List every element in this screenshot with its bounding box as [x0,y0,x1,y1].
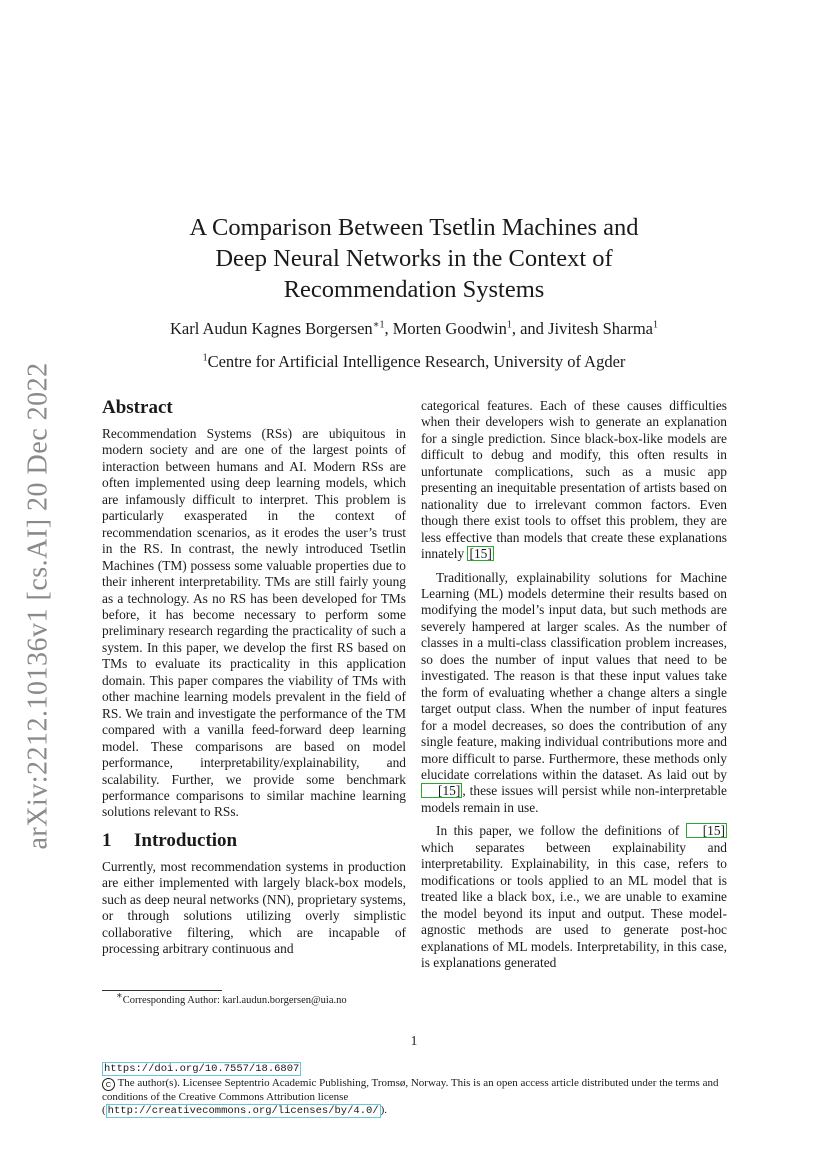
footnote [102,990,412,1007]
body-paragraph [421,398,727,563]
citation-link[interactable]: [15] [469,546,492,562]
license-text: The author(s). Licensee Septentrio Academic Publishing, Tromsø, Norway. This is an open access article distributed under the terms and conditions of the Creative Commons Attribution license [102,1076,719,1103]
paper-title [140,212,688,305]
author-name: Morten Goodwin [392,319,507,338]
abstract-text: Recommendation Systems (RSs) are ubiquitous in modern society and are one of the largest points of interaction between humans and AI. Modern RSs are often implemented using deep learning models, which are infamously difficult to interpret. This problem is particularly exasperated in the context of recommendation scenarios, as it erodes the user’s trust in the RS. In contrast, the newly introduced Tsetlin Machines (TM) possess some valuable properties due to their inherent interpretability. TMs are still fairly young as a technology. As no RS has been developed for TMs before, it has become necessary to perform some preliminary research regarding the practicality of such a system. In this paper, we develop the first RS based on TMs to evaluate its practicality in this application domain. This paper compares the viability of TMs with other machine learning models prevalent in the field of RS. We train and investigate the performance of the TM compared with a vanilla feed-forward deep learning model. These comparisons are based on model performance, interpretability/explainability, and scalability. Further, we provide some benchmark performance comparisons to similar machine learning solutions relevant to RSs. [102,426,406,820]
paragraph-text: which separates between explainability and interpretability. Explainability, in this case, refers to modifications or tools applied to an ML model that is treated like a black box, i.e., we are unable to examine the model beyond its input and output. These model-agnostic methods are used to generate post-hoc explanations of ML models. Interpretability, in this case, is explanations generated [421,839,727,970]
author-mark: ∗1 [372,319,385,331]
intro-paragraph: Currently, most recommendation systems in production are either implemented with largely black-box models, such as deep neural networks (NN), proprietary systems, or through solutions utilizing overly simplistic collaborative filtering, which are incapable of processing arbitrary continuous and [102,858,406,957]
citation-link[interactable]: [15] [421,783,462,798]
section-number: 1 [102,829,112,851]
author-name: Karl Audun Kagnes Borgersen [169,319,373,338]
affiliation-mark: 1 [202,352,208,364]
title-line: Recommendation Systems [283,276,545,303]
footnote-text: Corresponding Author: karl.audun.borgersen@uia.no [122,995,347,1006]
copyright-icon: C [102,1078,115,1091]
paragraph-text: Traditionally, explainability solutions for Machine Learning (ML) models determine their results based on modifying the model’s input data, but such methods are severely hampered at larger scales. As the number of classes in a multi-class classification problem increases, so does the number of input values that need to be investigated. The reason is that these input values take the form of evaluating whether a change alters a single target output class. When the number of input features for a model decreases, so does the contribution of any single feature, making individual contributions more and more difficult to parse. Furthermore, these methods only elucidate correlations within the dataset. As laid out by [421,569,727,782]
paragraph-text: , these issues will persist while non-interpretable models remain in use. [421,783,727,815]
page-number: 1 [410,1033,418,1048]
license-link[interactable]: http://creativecommons.org/licenses/by/4.0/ [107,1105,379,1117]
author-mark: 1 [506,319,512,331]
author-separator: , [384,319,393,338]
body-paragraph [421,570,727,817]
paragraph-text: categorical features. Each of these causes difficulties when their developers wish to generate an explanation for a single prediction. Since black-box-like models are difficult to debug and modify, this often results in unfortunate complications, such as a music app presenting an inequitable presentation of artists based on nationality due to irrelevant common factors. Even though there exist tools to offset this problem, they are less effective than models that create these explanations innately [421,398,727,562]
close-paren: ). [380,1104,388,1116]
author-separator: , and [511,319,549,338]
arxiv-sidebar [18,362,58,850]
license-footer [102,1062,742,1119]
abstract-heading: Abstract [102,397,173,418]
title-line: Deep Neural Networks in the Context of [215,245,613,272]
title-line: A Comparison Between Tsetlin Machines and [189,214,639,241]
author-list [100,318,728,340]
introduction-heading [102,829,406,853]
left-column [102,396,406,958]
right-column [421,398,727,971]
affiliation [100,351,728,373]
author-mark: 1 [653,319,659,331]
body-paragraph [421,823,727,971]
section-title: Introduction [134,829,238,851]
author-name: Jivitesh Sharma [548,319,654,338]
doi-link[interactable]: https://doi.org/10.7557/18.6807 [104,1063,300,1075]
arxiv-identifier: arXiv:2212.10136v1 [cs.AI] 20 Dec 2022 [22,362,54,850]
footnote-mark: ∗ [116,990,123,1002]
paragraph-text: In this paper, we follow the definitions of [436,823,686,839]
paren: ( [102,1104,106,1116]
affiliation-text: Centre for Artificial Intelligence Research, University of Agder [207,352,626,371]
citation-link[interactable]: [15] [686,823,727,838]
